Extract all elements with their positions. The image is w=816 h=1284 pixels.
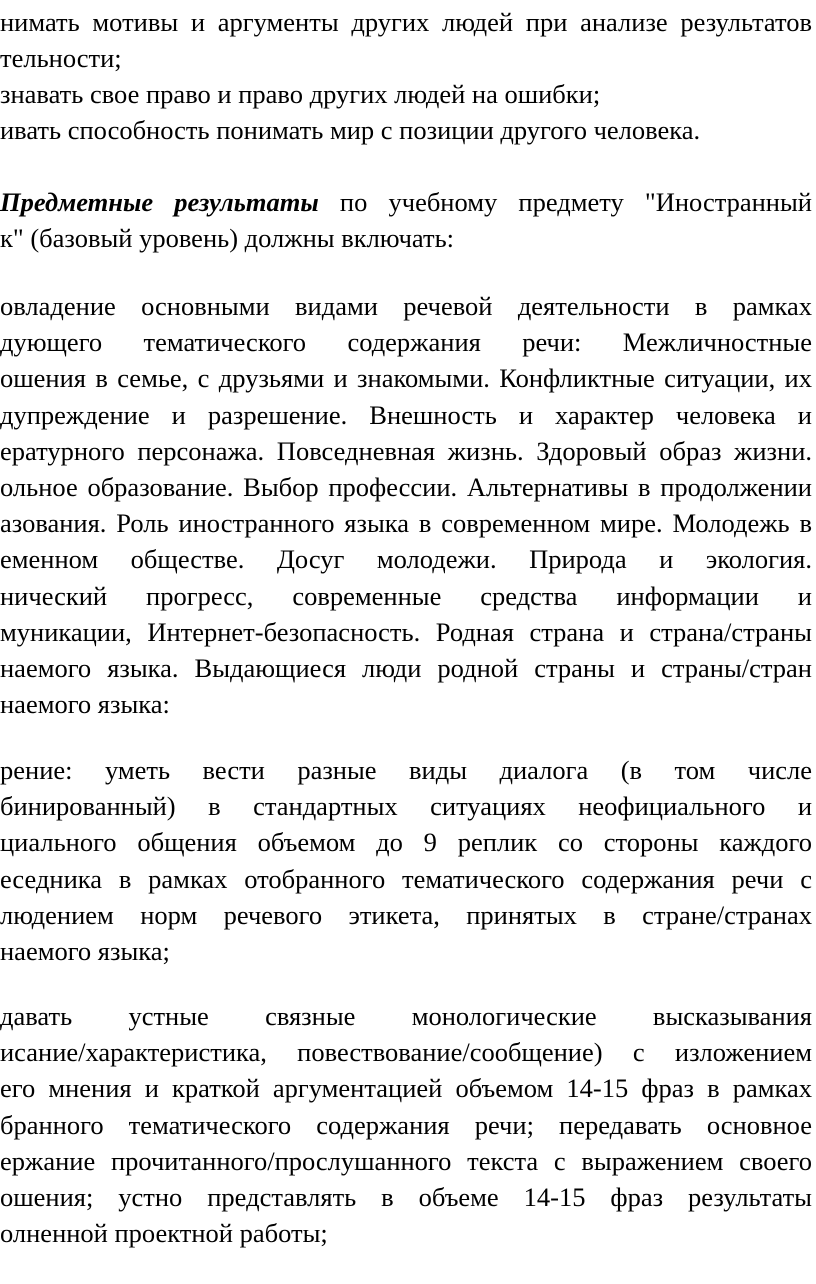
paragraph-5-line-4: дупреждение и разрешение. Внешность и характер человека и (0, 399, 812, 430)
paragraph-6-line-3: циального общения объемом до 9 реплик со стороны каждого (0, 827, 812, 858)
paragraph-4-line-2: к" (базовый уровень) должны включать: (0, 223, 455, 254)
paragraph-6-line-5: людением норм речевого этикета, принятых в стране/странах (0, 899, 812, 930)
emphasis-phrase: Предметные результаты (0, 187, 319, 217)
paragraph-3-line-1: ивать способность понимать мир с позиции другого человека. (0, 115, 701, 145)
paragraph-5-line-5: ературного персонажа. Повседневная жизнь. Здоровый образ жизни. (0, 435, 812, 466)
paragraph-5-line-9: нический прогресс, современные средства информации и (0, 580, 812, 611)
paragraph-5-line-2: дующего тематического содержания речи: Межличностные (0, 327, 812, 358)
paragraph-7-line-1: давать устные связные монологические высказывания (0, 1001, 812, 1031)
paragraph-5-line-1: овладение основными видами речевой деятельности в рамках (0, 291, 812, 321)
paragraph-5-line-11: наемого языка. Выдающиеся люди родной страны и страны/стран (0, 653, 812, 683)
paragraph-5-line-8: еменном обществе. Досуг молодежи. Природа и экология. (0, 544, 812, 575)
paragraph-6-line-4: еседника в рамках отобранного тематического содержания речи с (0, 863, 812, 894)
paragraph-2-line-1: знавать свое право и право других людей на ошибки; (0, 79, 601, 109)
paragraph-4-line-1: Предметные результаты по учебному предмету "Иностранный (0, 187, 812, 217)
paragraph-7-line-7: олненной проектной работы; (0, 1218, 328, 1249)
paragraph-6-line-2: бинированный) в стандартных ситуациях неофициального и (0, 791, 812, 822)
paragraph-5-line-10: муникации, Интернет-безопасность. Родная страна и страна/страны (0, 616, 812, 647)
paragraph-6-line-6: наемого языка; (0, 936, 170, 966)
paragraph-7-line-5: ержание прочитанного/прослушанного текста с выражением своего (0, 1145, 812, 1176)
paragraph-5-line-12: наемого языка: (0, 689, 170, 720)
paragraph-1-line-1: нимать мотивы и аргументы других людей при анализе результатов (0, 7, 812, 37)
paragraph-5-line-6: ольное образование. Выбор профессии. Альтернативы в продолжении (0, 472, 812, 502)
paragraph-7-line-4: бранного тематического содержания речи; передавать основное (0, 1109, 812, 1140)
paragraph-7-line-3: его мнения и краткой аргументацией объемом 14-15 фраз в рамках (0, 1073, 812, 1104)
paragraph-5-line-7: азования. Роль иностранного языка в современном мире. Молодежь в (0, 508, 812, 539)
paragraph-7-line-2: исание/характеристика, повествование/сообщение) с изложением (0, 1037, 812, 1068)
paragraph-6-line-1: рение: уметь вести разные виды диалога (в том числе (0, 755, 812, 785)
paragraph-5-line-3: ошения в семье, с друзьями и знакомыми. Конфликтные ситуации, их (0, 363, 812, 394)
paragraph-1-line-2: тельности; (0, 43, 122, 74)
paragraph-7-line-6: ошения; устно представлять в объеме 14-15 фраз результаты (0, 1182, 812, 1212)
